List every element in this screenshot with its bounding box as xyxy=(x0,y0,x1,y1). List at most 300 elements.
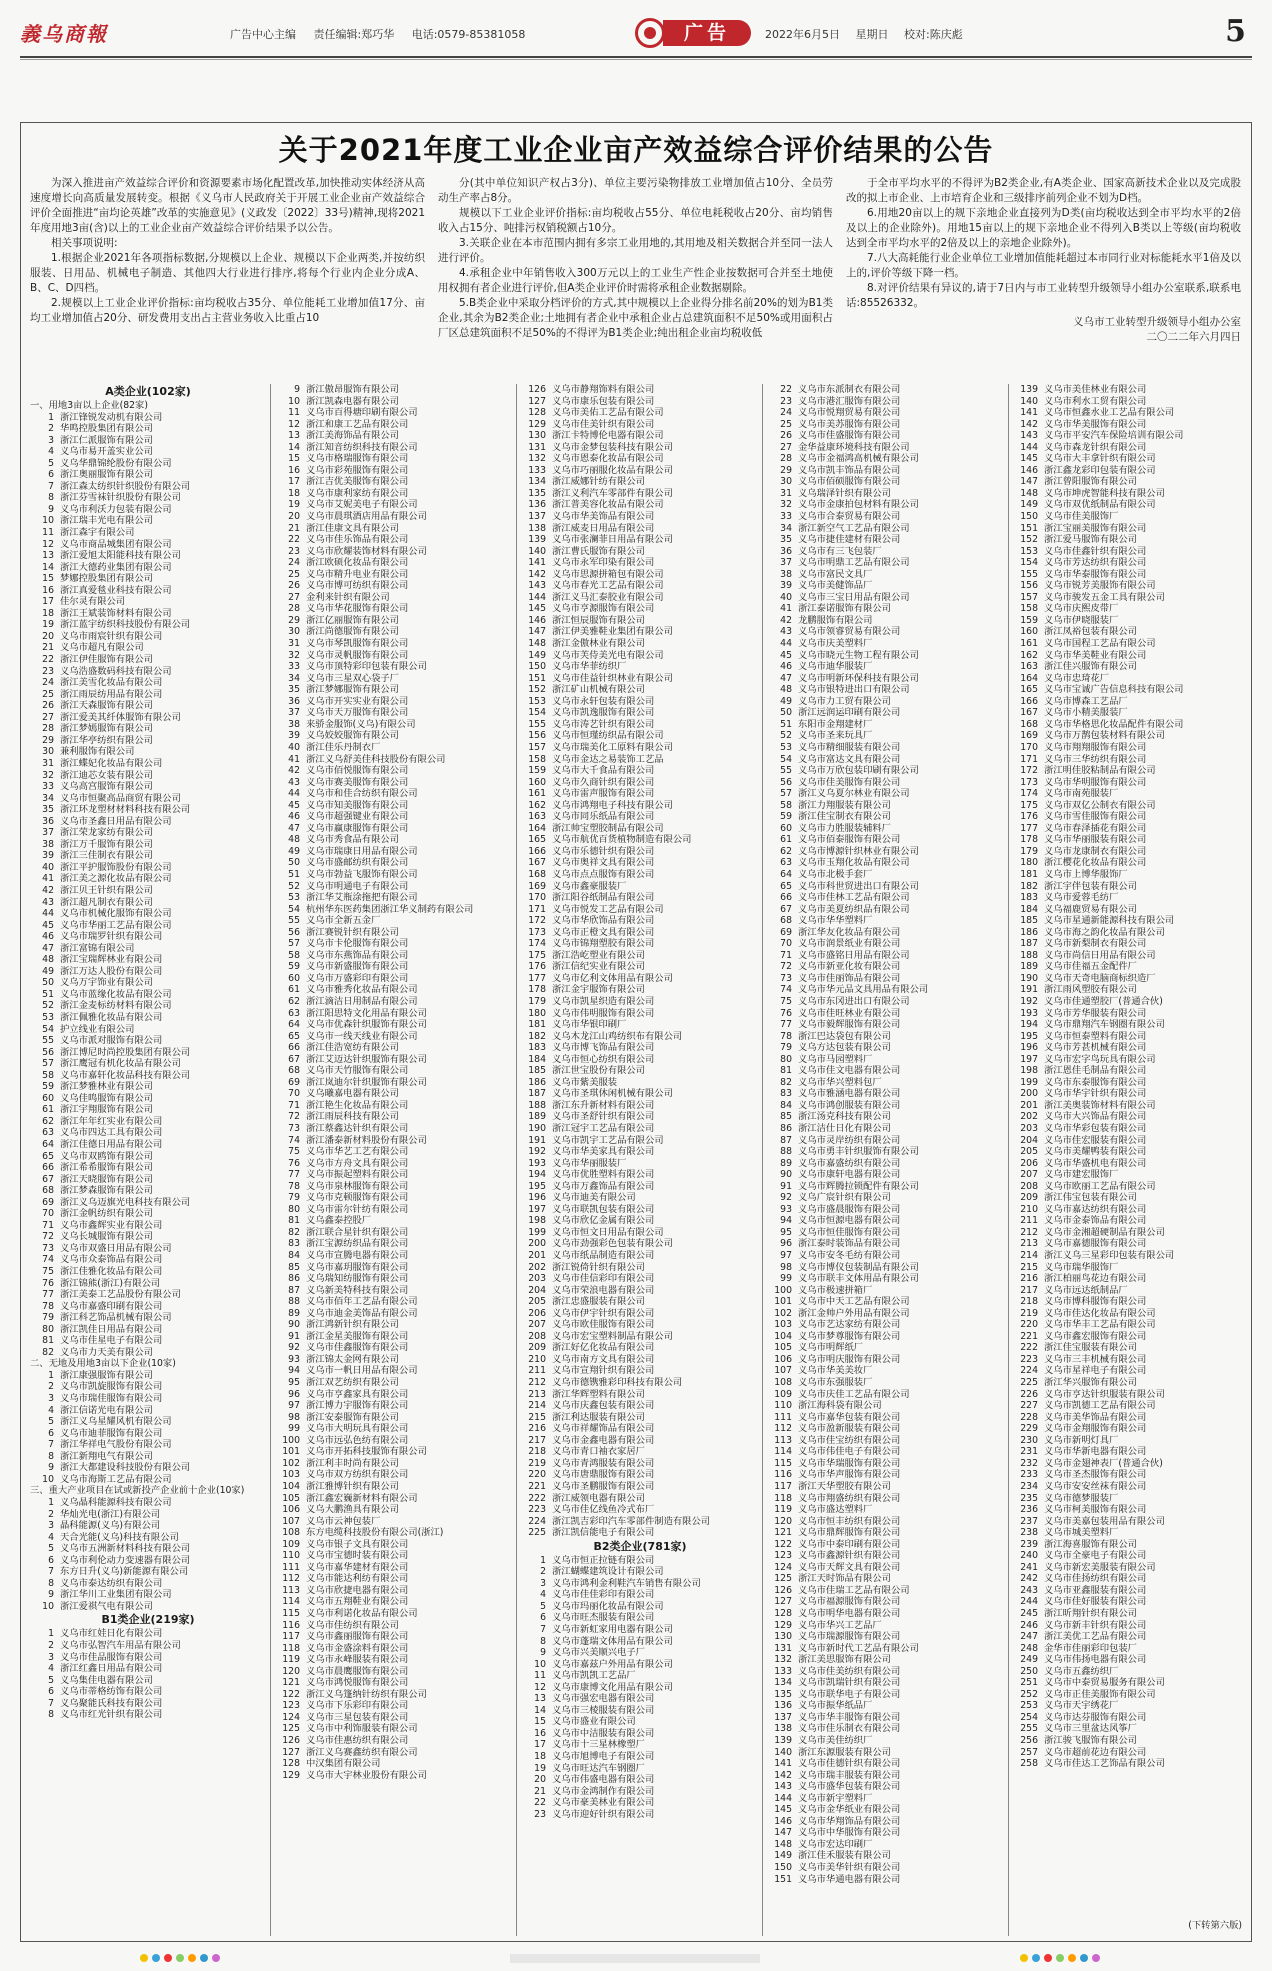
list-item xyxy=(276,950,512,962)
list-item xyxy=(768,1123,1004,1135)
company-name: 浙江宝丽美服饰有限公司 xyxy=(1044,522,1147,534)
list-item-number: 74 xyxy=(288,1134,300,1146)
list-item-number: 139 xyxy=(774,1734,792,1746)
company-name: 义乌市大明玩具有限公司 xyxy=(306,1423,409,1435)
list-item xyxy=(30,1070,266,1082)
company-name: 浙江宝源纺织品有限公司 xyxy=(306,1238,409,1250)
list-item-number: 71 xyxy=(288,1099,300,1111)
list-item xyxy=(768,1620,1004,1632)
list-item xyxy=(276,1204,512,1216)
list-item-number: 59 xyxy=(42,1081,54,1093)
list-item xyxy=(276,1562,512,1574)
company-name: 义乌市利沃力包装有限公司 xyxy=(60,503,172,515)
list-item xyxy=(1014,1054,1250,1066)
company-name: 义乌市明庆服饰有限公司 xyxy=(798,1353,901,1365)
list-item-number: 192 xyxy=(1020,995,1038,1007)
company-name: 义乌市华翔饰品有限公司 xyxy=(798,1815,901,1827)
list-item xyxy=(276,1446,512,1458)
list-item xyxy=(768,546,1004,558)
list-item-number: 57 xyxy=(780,788,792,800)
list-item-number: 197 xyxy=(1020,1053,1038,1065)
list-item xyxy=(522,1578,758,1590)
list-item xyxy=(522,869,758,881)
company-name: 义乌市锐芳美服饰有限公司 xyxy=(1044,580,1156,592)
list-item-number: 90 xyxy=(780,1169,792,1181)
notice-title: 关于2021年度工业企业亩产效益综合评价结果的公告 xyxy=(278,133,994,167)
list-item-number: 88 xyxy=(288,1296,300,1308)
company-name: 浙江芬雪袜针织股份有限公司 xyxy=(60,492,181,504)
company-name: 浙江忠盛服装有限公司 xyxy=(552,1296,645,1308)
company-name: 义乌晶科能源科技有限公司 xyxy=(60,1496,172,1508)
list-item-number: 31 xyxy=(780,487,792,499)
page-number: 5 xyxy=(1225,14,1246,49)
company-name: 浙江王斌装饰材料有限公司 xyxy=(60,607,172,619)
list-item-number: 2 xyxy=(48,1508,54,1520)
company-name: 义乌市瑞罗针织有限公司 xyxy=(60,931,163,943)
company-name: 浙江信诺光电有限公司 xyxy=(60,1404,153,1416)
list-item xyxy=(276,881,512,893)
company-name: 义乌市嘉盛纺织有限公司 xyxy=(798,1157,901,1169)
list-item xyxy=(276,961,512,973)
list-item xyxy=(1014,881,1250,893)
company-name: 义乌市迪菲服饰有限公司 xyxy=(60,1427,163,1439)
company-name: 义乌市金翅神表厂(普通合伙) xyxy=(1044,1457,1163,1469)
company-name: 浙江蝴蝶建筑设计有限公司 xyxy=(552,1566,664,1578)
list-item xyxy=(276,1238,512,1250)
list-item-number: 10 xyxy=(42,515,54,527)
list-item xyxy=(768,869,1004,881)
list-item-number: 211 xyxy=(1020,1215,1038,1227)
list-item xyxy=(768,846,1004,858)
list-item-number: 248 xyxy=(1020,1642,1038,1654)
list-item xyxy=(30,781,266,793)
list-item-number: 63 xyxy=(288,1007,300,1019)
list-item xyxy=(1014,1562,1250,1574)
list-item xyxy=(768,396,1004,408)
list-item xyxy=(30,1589,266,1601)
list-item-number: 3 xyxy=(48,1651,54,1663)
list-item-number: 52 xyxy=(780,730,792,742)
signer: 义乌市工业转型升级领导小组办公室 xyxy=(1073,316,1241,328)
list-item xyxy=(768,1839,1004,1851)
company-name: 义乌市金华纸业有限公司 xyxy=(798,1804,901,1816)
company-name: 义乌市佰年工艺品有限公司 xyxy=(306,1296,418,1308)
list-item xyxy=(768,1308,1004,1320)
list-item xyxy=(30,1162,266,1174)
company-name: 义乌市正橙文具有限公司 xyxy=(552,926,655,938)
list-item xyxy=(276,1342,512,1354)
company-name: 义乌市思源拼箱包有限公司 xyxy=(552,568,664,580)
list-item-number: 91 xyxy=(780,1180,792,1192)
list-item-number: 111 xyxy=(774,1411,792,1423)
list-item-number: 126 xyxy=(282,1734,300,1746)
list-item xyxy=(1014,834,1250,846)
list-item xyxy=(276,1400,512,1412)
company-name: 浙江恩佳毛制品有限公司 xyxy=(1044,1065,1147,1077)
list-item xyxy=(276,615,512,627)
company-name: 义乌市伟扬电器有限公司 xyxy=(1044,1654,1147,1666)
list-item-number: 93 xyxy=(288,1353,300,1365)
list-item-number: 122 xyxy=(282,1688,300,1700)
list-item-number: 178 xyxy=(528,984,546,996)
list-item xyxy=(276,1689,512,1701)
list-item xyxy=(1014,1181,1250,1193)
list-item xyxy=(276,580,512,592)
list-item-number: 128 xyxy=(774,1607,792,1619)
list-item xyxy=(276,1019,512,1031)
company-name: 义乌市金鸿制作有限公司 xyxy=(552,1785,655,1797)
list-item xyxy=(1014,569,1250,581)
list-item-number: 56 xyxy=(288,926,300,938)
company-name: 义乌市远弘色纺有限公司 xyxy=(306,1434,409,1446)
list-item-number: 51 xyxy=(780,718,792,730)
list-item xyxy=(1014,603,1250,615)
company-name: 义乌市爱蓉毛纺厂 xyxy=(1044,892,1119,904)
list-item xyxy=(522,1008,758,1020)
list-item xyxy=(276,1262,512,1274)
list-item-number: 121 xyxy=(282,1677,300,1689)
company-name: 义乌市康利家纺有限公司 xyxy=(306,487,409,499)
footer-dots-right xyxy=(1020,1954,1100,1962)
list-item-number: 1 xyxy=(48,1496,54,1508)
list-item-number: 46 xyxy=(42,931,54,943)
list-item xyxy=(522,592,758,604)
column-divider xyxy=(1008,384,1009,1936)
list-item xyxy=(1014,1123,1250,1135)
company-name: 义乌市伟盛电器有限公司 xyxy=(552,1774,655,1786)
list-item-number: 132 xyxy=(774,1654,792,1666)
masthead: 義乌商報 xyxy=(20,22,108,46)
company-name: 浙江伊佳服饰有限公司 xyxy=(60,654,153,666)
company-name: 义乌市雨宸针织有限公司 xyxy=(60,630,163,642)
list-item-number: 171 xyxy=(1020,753,1038,765)
list-item-number: 74 xyxy=(42,1254,54,1266)
list-item-number: 142 xyxy=(1020,418,1038,430)
company-name: 义乌市金福鸿高机械有限公司 xyxy=(798,453,919,465)
list-item-number: 82 xyxy=(42,1346,54,1358)
list-item xyxy=(522,1377,758,1389)
company-name: 浙江大德药业集团有限公司 xyxy=(60,561,172,573)
list-item-number: 70 xyxy=(288,1088,300,1100)
list-item xyxy=(768,1065,1004,1077)
company-name: 梦娜控股集团有限公司 xyxy=(60,573,153,585)
list-item xyxy=(276,1042,512,1054)
list-item xyxy=(30,1000,266,1012)
company-name: 浙江华亭纺织有限公司 xyxy=(60,734,153,746)
list-item-number: 188 xyxy=(1020,949,1038,961)
company-name: 义乌市中洁服装有限公司 xyxy=(552,1727,655,1739)
company-name: 义乌市华欣饰品有限公司 xyxy=(552,915,655,927)
company-name: 义乌市灵帆服饰有限公司 xyxy=(306,649,409,661)
list-item-number: 235 xyxy=(1020,1492,1038,1504)
list-item-number: 163 xyxy=(528,811,546,823)
company-name: 浙江环龙塑材材料科技有限公司 xyxy=(60,804,191,816)
list-item xyxy=(30,608,266,620)
list-item xyxy=(276,1123,512,1135)
list-item-number: 2 xyxy=(48,1381,54,1393)
company-name: 义乌市凯丰饰品有限公司 xyxy=(798,464,901,476)
list-item xyxy=(522,1019,758,1031)
list-item-number: 147 xyxy=(528,626,546,638)
company-name: 浙江博力宇服饰有限公司 xyxy=(306,1400,409,1412)
list-item-number: 51 xyxy=(288,868,300,880)
list-item-number: 141 xyxy=(1020,407,1038,419)
list-item xyxy=(30,1520,266,1532)
list-item-number: 20 xyxy=(42,630,54,642)
company-name: 浙江鸿新针织有限公司 xyxy=(306,1319,399,1331)
list-item-number: 116 xyxy=(282,1619,300,1631)
list-item xyxy=(768,1031,1004,1043)
company-name: 义乌市美嘉包装用品有限公司 xyxy=(1044,1515,1165,1527)
list-item xyxy=(30,1231,266,1243)
company-name: 义乌市三里盆达风筝厂 xyxy=(1044,1723,1137,1735)
company-name: 义乌市双盛日用品有限公司 xyxy=(60,1242,172,1254)
list-item xyxy=(1014,1042,1250,1054)
list-item-number: 193 xyxy=(1020,1007,1038,1019)
company-name: 义乌市华明服饰有限公司 xyxy=(1044,776,1147,788)
list-item-number: 220 xyxy=(1020,1319,1038,1331)
company-name: 浙江恒辰服饰有限公司 xyxy=(552,614,645,626)
company-name: 晶科能源(义乌)有限公司 xyxy=(60,1520,161,1532)
list-item-number: 29 xyxy=(42,734,54,746)
company-name: 义乌集佳电器有限公司 xyxy=(60,1674,153,1686)
section-label: 广告 xyxy=(663,20,751,46)
list-item-number: 40 xyxy=(42,861,54,873)
list-item xyxy=(768,1804,1004,1816)
company-name: 义乌佳鸣服饰有限公司 xyxy=(60,1092,153,1104)
list-item-number: 70 xyxy=(42,1208,54,1220)
list-item xyxy=(276,811,512,823)
list-item-number: 158 xyxy=(528,753,546,765)
header-rule xyxy=(20,56,1252,58)
company-name: 义乌市中华服饰有限公司 xyxy=(798,1827,901,1839)
list-item xyxy=(768,1389,1004,1401)
list-item xyxy=(1014,1550,1250,1562)
list-item-number: 174 xyxy=(528,938,546,950)
list-item xyxy=(30,1058,266,1070)
list-item-number: 1 xyxy=(48,411,54,423)
list-item-number: 191 xyxy=(528,1134,546,1146)
list-item xyxy=(522,511,758,523)
list-item xyxy=(1014,1319,1250,1331)
company-name: 浙江尚德服饰有限公司 xyxy=(306,626,399,638)
company-name: 义乌市涛艺针织有限公司 xyxy=(552,718,655,730)
company-name: 义乌市美健饰品厂 xyxy=(798,580,873,592)
list-item-number: 20 xyxy=(288,511,300,523)
company-name: 浙江明佳胶粘制品有限公司 xyxy=(1044,765,1156,777)
list-item xyxy=(276,1377,512,1389)
list-item xyxy=(276,1158,512,1170)
company-name: 浙江万达人股份有限公司 xyxy=(60,965,163,977)
phone: 电话:0579-85381058 xyxy=(411,28,526,41)
company-name: 义乌市合泰贸易有限公司 xyxy=(798,511,901,523)
list-item xyxy=(276,1008,512,1020)
list-item xyxy=(768,1862,1004,1874)
list-item-number: 52 xyxy=(42,1000,54,1012)
company-name: 义乌市赛美服饰有限公司 xyxy=(306,776,409,788)
list-item xyxy=(522,615,758,627)
list-item xyxy=(768,984,1004,996)
company-name: 浙江樱花化妆品有限公司 xyxy=(1044,857,1147,869)
company-name: 义乌市华瑞服饰有限公司 xyxy=(798,1457,901,1469)
list-item-number: 86 xyxy=(288,1273,300,1285)
list-item-number: 4 xyxy=(48,1404,54,1416)
list-item-number: 93 xyxy=(780,1203,792,1215)
list-item xyxy=(1014,476,1250,488)
list-item-number: 214 xyxy=(1020,1250,1038,1262)
list-item-number: 113 xyxy=(282,1584,300,1596)
list-item-number: 129 xyxy=(774,1619,792,1631)
company-name: 义乌市盛铭日用品有限公司 xyxy=(798,949,910,961)
list-item xyxy=(30,723,266,735)
company-name: 义乌市有三飞包装厂 xyxy=(798,545,882,557)
list-item xyxy=(768,615,1004,627)
list-item xyxy=(1014,1331,1250,1343)
list-item xyxy=(768,1458,1004,1470)
company-name: 浙江浩屹塑业有限公司 xyxy=(552,949,645,961)
list-item-number: 28 xyxy=(288,603,300,615)
list-item-number: 54 xyxy=(288,903,300,915)
list-item xyxy=(522,1042,758,1054)
list-item xyxy=(1014,846,1250,858)
list-item-number: 210 xyxy=(1020,1203,1038,1215)
company-name: 义乌市建宏服饰厂 xyxy=(1044,1169,1119,1181)
intro-paragraph: 1.根据企业2021年各项指标数据,分规模以上企业、规模以下企业两类,并按纺织服装、日用品、机械电子制造、其他四大行业进行排序,将每个行业内企业分成A、B、C、D四档。 xyxy=(30,252,425,294)
list-item-number: 33 xyxy=(288,661,300,673)
sign-date: 二〇二二年六月四日 xyxy=(1146,331,1241,343)
list-item xyxy=(1014,1365,1250,1377)
list-item-number: 243 xyxy=(1020,1584,1038,1596)
company-name: 东方电缆科技股份有限公司(浙江) xyxy=(306,1527,444,1539)
company-name: 义乌市瑞康日用品有限公司 xyxy=(306,845,418,857)
list-item-number: 48 xyxy=(42,954,54,966)
list-item xyxy=(1014,754,1250,766)
list-item xyxy=(1014,1493,1250,1505)
list-item xyxy=(1014,1285,1250,1297)
list-item-number: 61 xyxy=(780,834,792,846)
company-name: 浙江巴达袋包有限公司 xyxy=(798,1030,891,1042)
list-item-number: 14 xyxy=(288,441,300,453)
list-item-number: 34 xyxy=(288,672,300,684)
list-item-number: 23 xyxy=(780,395,792,407)
list-item-number: 7 xyxy=(48,1439,54,1451)
company-name: 义乌市振华纸品厂 xyxy=(798,1700,873,1712)
list-item-number: 204 xyxy=(528,1284,546,1296)
list-item xyxy=(522,892,758,904)
company-name: 义乌市嘉华建材有限公司 xyxy=(306,1561,409,1573)
company-name: 义乌市鸿翔电子科技有限公司 xyxy=(552,799,673,811)
list-item-number: 206 xyxy=(1020,1157,1038,1169)
list-item xyxy=(276,546,512,558)
list-item xyxy=(30,1024,266,1036)
list-item xyxy=(768,1608,1004,1620)
column-divider xyxy=(270,384,271,1936)
list-item xyxy=(768,742,1004,754)
list-item-number: 178 xyxy=(1020,834,1038,846)
list-item-number: 77 xyxy=(288,1169,300,1181)
list-item xyxy=(276,800,512,812)
list-item xyxy=(1014,788,1250,800)
list-item xyxy=(30,1663,266,1675)
list-item-number: 27 xyxy=(42,711,54,723)
company-name: 义乌市中泰贸易服务有限公司 xyxy=(1044,1677,1165,1689)
list-item xyxy=(30,1116,266,1128)
list-item xyxy=(768,719,1004,731)
list-item-number: 145 xyxy=(774,1804,792,1816)
company-name: 义乌市佳通塑胶厂(普通合伙) xyxy=(1044,995,1163,1007)
list-item xyxy=(276,892,512,904)
list-item xyxy=(276,1412,512,1424)
responsible-editor: 责任编辑:郑巧华 xyxy=(313,28,395,41)
company-name: 义乌市佳美服饰有限公司 xyxy=(798,776,901,788)
company-name: 义乌市芙侍美光电有限公司 xyxy=(552,649,664,661)
list-item xyxy=(522,1797,758,1809)
list-item-number: 150 xyxy=(528,661,546,673)
list-item-number: 102 xyxy=(282,1457,300,1469)
list-item-number: 200 xyxy=(1020,1088,1038,1100)
list-item xyxy=(30,492,266,504)
list-item-number: 61 xyxy=(42,1104,54,1116)
list-item-number: 151 xyxy=(528,672,546,684)
list-item-number: 137 xyxy=(774,1711,792,1723)
company-name: 浙江威娜针纺有限公司 xyxy=(552,476,645,488)
list-item xyxy=(1014,592,1250,604)
list-item-number: 19 xyxy=(288,499,300,511)
company-name: 浙江平护服饰股份有限公司 xyxy=(60,861,172,873)
company-name: 义乌市圣鑫日用品有限公司 xyxy=(60,815,172,827)
list-item xyxy=(768,1643,1004,1655)
list-item xyxy=(276,1643,512,1655)
list-item xyxy=(522,488,758,500)
list-item xyxy=(276,1365,512,1377)
company-name: 义乌市久商针织有限公司 xyxy=(552,776,655,788)
company-name: 义乌市优森针织服饰有限公司 xyxy=(306,1019,427,1031)
company-name: 义乌市鸿利金利鞋汽车销售有限公司 xyxy=(552,1577,701,1589)
list-item xyxy=(30,631,266,643)
list-item xyxy=(1014,707,1250,719)
company-name: 金华益康环境科技有限公司 xyxy=(798,441,910,453)
list-item-number: 8 xyxy=(48,492,54,504)
company-name: 义乌福鹿贸易有限公司 xyxy=(1044,903,1137,915)
company-name: 义乌市恩泰化妆品有限公司 xyxy=(552,453,664,465)
list-item-number: 231 xyxy=(1020,1446,1038,1458)
list-item-number: 13 xyxy=(288,430,300,442)
intro-paragraph: 8.对评价结果有异议的,请于7日内与市工业转型升级领导小组办公室联系,联系电话:85526332。 xyxy=(846,282,1241,309)
list-item-number: 182 xyxy=(528,1030,546,1042)
company-name: 义乌市东泰服饰有限公司 xyxy=(1044,1076,1147,1088)
list-item xyxy=(768,1631,1004,1643)
list-item-number: 162 xyxy=(1020,649,1038,661)
company-name: 义乌市小精美服装厂 xyxy=(1044,707,1128,719)
list-item xyxy=(768,1550,1004,1562)
company-name: 义乌市骏发五金工具有限公司 xyxy=(1044,591,1165,603)
company-name: 义乌市海之韵化妆品有限公司 xyxy=(1044,926,1165,938)
list-item-number: 18 xyxy=(288,487,300,499)
company-name: 义乌市东燕饰品有限公司 xyxy=(306,949,409,961)
list-item-number: 188 xyxy=(528,1099,546,1111)
list-item-number: 132 xyxy=(528,453,546,465)
company-name: 浙江锦太金网有限公司 xyxy=(306,1353,399,1365)
list-item xyxy=(522,1751,758,1763)
list-item-number: 3 xyxy=(48,1520,54,1532)
list-item-number: 155 xyxy=(528,718,546,730)
list-item xyxy=(1014,1747,1250,1759)
list-item-number: 127 xyxy=(282,1746,300,1758)
company-name: 浙江康强服饰有限公司 xyxy=(60,1369,153,1381)
list-item-number: 161 xyxy=(1020,638,1038,650)
list-item xyxy=(522,707,758,719)
list-item xyxy=(30,515,266,527)
